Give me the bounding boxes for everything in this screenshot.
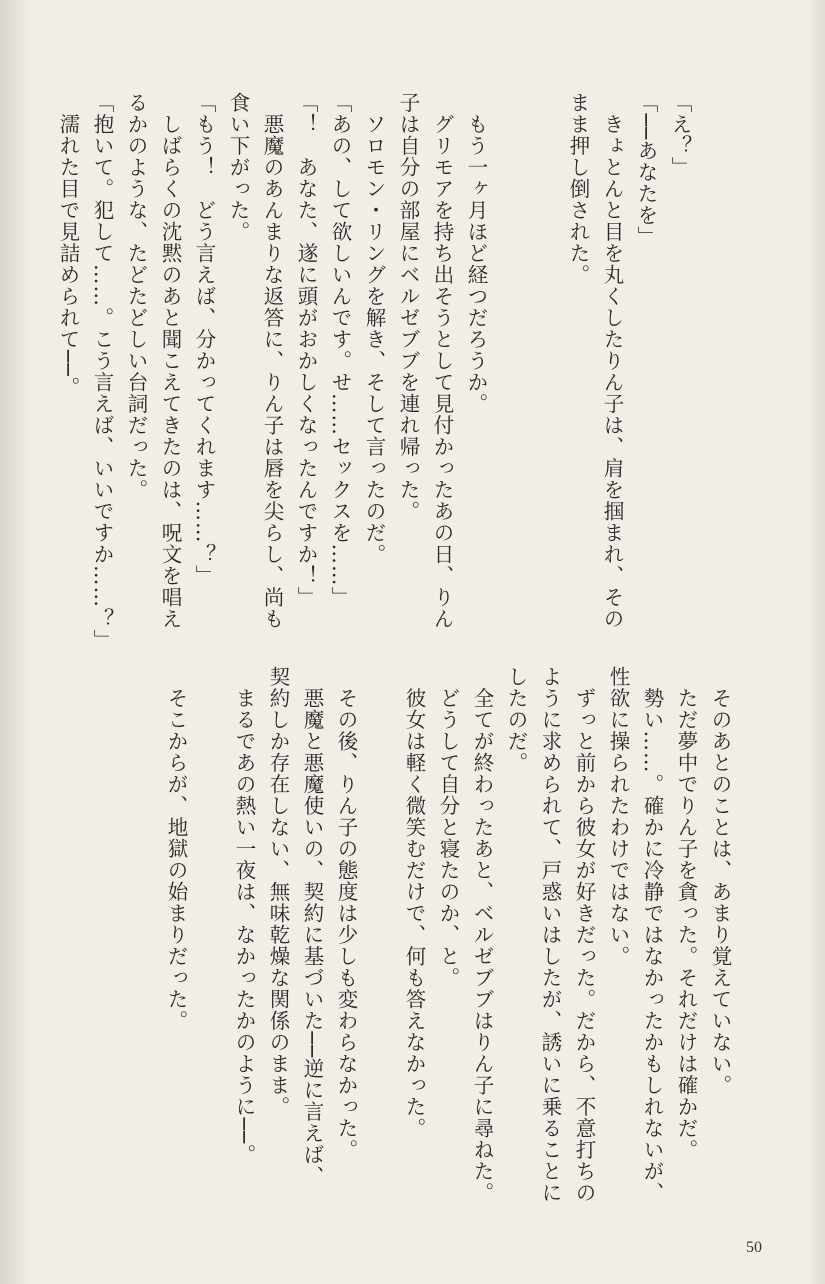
upper-line: 「抱いて。犯して……。こう言えば、いいですか……？」 [90, 92, 114, 651]
upper-line: 「え？」 [668, 92, 692, 178]
binding-shadow [0, 0, 30, 1284]
lower-line: どうして自分と寝たのか、と。 [436, 666, 460, 989]
lower-line: ように求められて、戸惑いはしたが、誘いに乗ることに [538, 666, 562, 1204]
upper-line: もう一ヶ月ほど経つだろうか。 [464, 92, 488, 415]
lower-line: 全てが終わったあと、ベルゼブブはりん子に尋ねた。 [470, 666, 494, 1204]
upper-line: グリモアを持ち出そうとして見付かったあの日、りん [430, 92, 454, 630]
page-edge [811, 0, 825, 1284]
lower-line: ただ夢中でりん子を貪った。それだけは確かだ。 [674, 666, 698, 1161]
upper-line: 「──あなたを」 [634, 92, 658, 248]
upper-line: きょとんと目を丸くしたりん子は、肩を掴まれ、その [600, 92, 624, 630]
lower-line: 性欲に操られたわけではない。 [606, 666, 630, 967]
upper-line: 子は自分の部屋にベルゼブブを連れ帰った。 [396, 92, 420, 522]
lower-line: 悪魔と悪魔使いの、契約に基づいた──逆に言えば、 [300, 666, 324, 1188]
lower-line: したのだ。 [504, 666, 528, 774]
lower-line: ずっと前から彼女が好きだった。だから、不意打ちの [572, 666, 596, 1204]
lower-line: その後、りん子の態度は少しも変わらなかった。 [334, 666, 358, 1161]
lower-line: 勢い……。確かに冷静ではなかったかもしれないが、 [640, 666, 664, 1204]
lower-line [193, 666, 227, 1116]
upper-line: しばらくの沈黙のあと聞こえてきたのは、呪文を唱え [158, 92, 182, 630]
upper-text-block [51, 92, 697, 651]
upper-line: 「もう！ どう言えば、分かってくれます……？」 [192, 92, 216, 587]
lower-line [363, 666, 397, 1116]
lower-line: 契約しか存在しない、無味乾燥な関係のまま。 [266, 666, 290, 1118]
upper-line: まま押し倒された。 [566, 92, 590, 286]
upper-line: 濡れた目で見詰められて──。 [56, 92, 80, 399]
upper-line: るかのような、たどたどしい台詞だった。 [124, 92, 148, 501]
upper-line: 「あの、して欲しいんです。せ……セックスを……」 [328, 92, 352, 608]
upper-line: 「！ あなた、遂に頭がおかしくなったんですか！」 [294, 92, 318, 608]
upper-line: 食い下がった。 [226, 92, 250, 243]
lower-line: そのあとのことは、あまり覚えていない。 [708, 666, 732, 1096]
lower-line: 彼女は軽く微笑むだけで、何も答えなかった。 [402, 666, 426, 1139]
upper-line: 悪魔のあんまりな返答に、りん子は唇を尖らし、尚も [260, 92, 284, 630]
upper-line [527, 92, 561, 637]
upper-line: ソロモン・リングを解き、そして言ったのだ。 [362, 92, 386, 565]
lower-line: まるであの熱い一夜は、なかったかのように──。 [232, 666, 256, 1166]
page-number: 50 [746, 1239, 762, 1256]
upper-line [493, 92, 527, 637]
lower-text-block [159, 666, 737, 1204]
lower-line: そこからが、地獄の始まりだった。 [164, 666, 188, 1032]
